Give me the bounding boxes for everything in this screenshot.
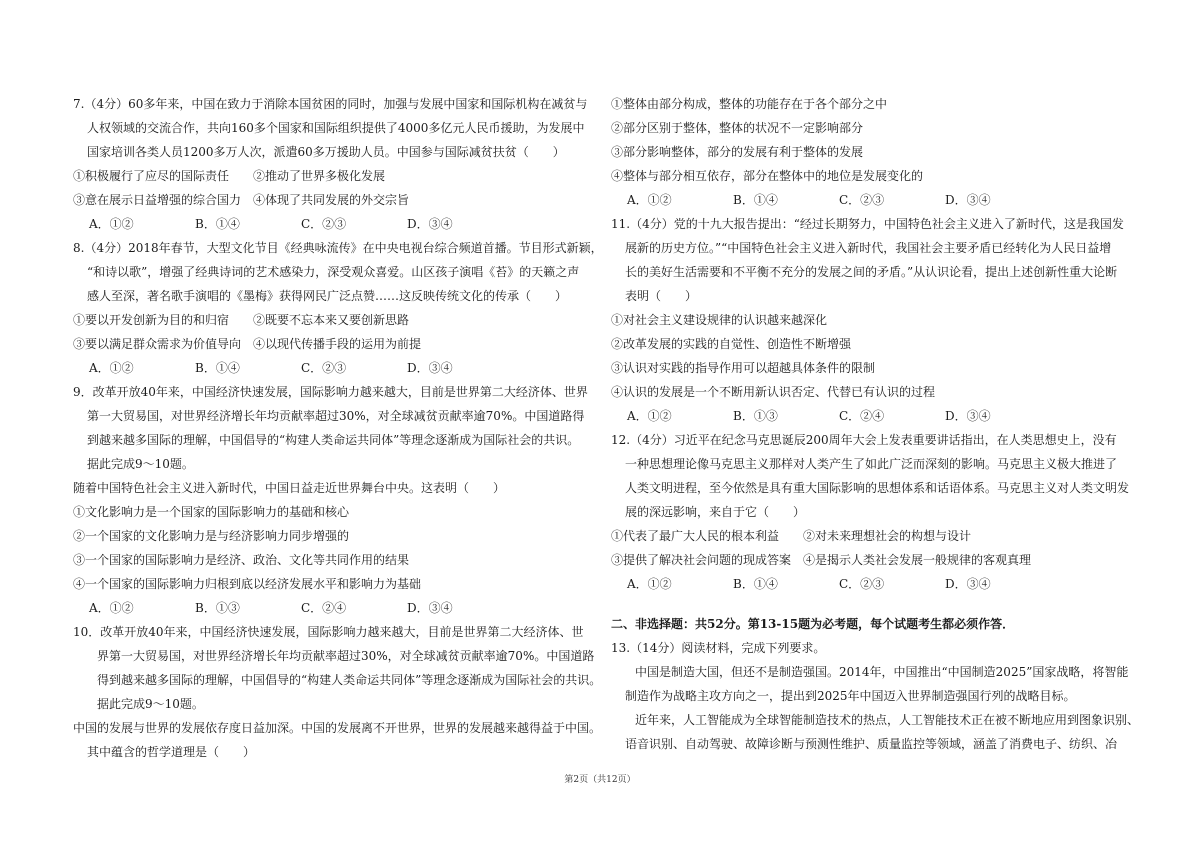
q13-paragraph: 近年来，人工智能成为全球智能制造技术的热点，人工智能技术正在被不断地应用到图象识别、	[635, 713, 1140, 727]
q10-statement: ①整体由部分构成，整体的功能存在于各个部分之中	[611, 97, 888, 111]
q10-line: 界第一大贸易国，对世界经济增长年均贡献率超过30%，对全球减贫贡献率逾70%。中国道路	[97, 649, 595, 663]
q8-options	[73, 356, 606, 380]
q12-line: 展的深远影响，来自于它（ ）	[625, 505, 806, 519]
option-a: A．①②	[627, 193, 672, 207]
q12-statement: ①代表了最广大人民的根本利益 ②对未来理想社会的构想与设计	[611, 529, 972, 543]
q10-options	[611, 188, 1131, 212]
q9-line: 到越来越多国际的理解，中国倡导的“构建人类命运共同体”等理念逐渐成为国际社会的共识。	[87, 433, 580, 447]
option-d: D．③④	[945, 409, 991, 423]
option-d: D．③④	[945, 577, 991, 591]
option-a: A．①②	[627, 577, 672, 591]
q13-paragraph: 语音识别、自动驾驶、故障诊断与预测性维护、质量监控等领域，涵盖了消费电子、纺织、冶	[625, 737, 1118, 751]
q11-statement: ②改革发展的实践的自觉性、创造性不断增强	[611, 337, 852, 351]
option-a: A．①②	[627, 409, 672, 423]
option-d: D．③④	[945, 193, 991, 207]
q10-stem: 中国的发展与世界的发展依存度日益加深。中国的发展离不开世界，世界的发展越来越得益于中国。	[73, 721, 602, 735]
q11-line: 表明（ ）	[625, 289, 698, 303]
q11-statement: ③认识对实践的指导作用可以超越具体条件的限制	[611, 361, 876, 375]
q13-paragraph: 中国是制造大国，但还不是制造强国。2014年，中国推出“中国制造2025”国家战略，将智能	[635, 665, 1129, 679]
option-d: D．③④	[407, 601, 453, 615]
option-d: D．③④	[407, 361, 453, 375]
q10-statement: ②部分区别于整体，整体的状况不一定影响部分	[611, 121, 864, 135]
section-gap	[611, 596, 1131, 612]
option-b: B．①③	[733, 409, 778, 423]
page-footer: 第2页（共12页）	[564, 775, 636, 785]
q10-line: 10．改革开放40年来，中国经济快速发展，国际影响力越来越大，目前是世界第二大经济体、世	[73, 625, 584, 639]
q13-paragraph: 制造作为战略主攻方向之一，提出到2025年中国迈入世界制造强国行列的战略目标。	[625, 689, 1076, 703]
q10-statement: ④整体与部分相互依存，部分在整体中的地位是发展变化的	[611, 169, 924, 183]
option-b: B．①④	[733, 577, 778, 591]
q9-statement: ④一个国家的国际影响力归根到底以经济发展水平和影响力为基础	[73, 577, 422, 591]
q9-statement: ②一个国家的文化影响力是与经济影响力同步增强的	[73, 529, 350, 543]
q7-line: 7.（4分）60多年来，中国在致力于消除本国贫困的同时，加强与发展中国家和国际机构在减贫与	[73, 97, 588, 111]
q10-statement: ③部分影响整体，部分的发展有利于整体的发展	[611, 145, 864, 159]
q10-stem: 其中蕴含的哲学道理是（ ）	[87, 745, 256, 759]
option-c: C．②④	[839, 409, 885, 423]
q9-statement: ③一个国家的国际影响力是经济、政治、文化等共同作用的结果	[73, 553, 410, 567]
option-b: B．①④	[195, 217, 240, 231]
q11-statement: ④认识的发展是一个不断用新认识否定、代替已有认识的过程	[611, 385, 936, 399]
option-a: A．①②	[89, 601, 134, 615]
q9-line: 第一大贸易国，对世界经济增长年均贡献率超过30%，对全球减贫贡献率逾70%。中国道路得	[87, 409, 585, 423]
q12-statement: ③提供了解决社会问题的现成答案 ④是揭示人类社会发展一般规律的客观真理	[611, 553, 1032, 567]
q7-line: 国家培训各类人员1200多万人次，派遣60多万援助人员。中国参与国际减贫扶贫（ ）	[87, 145, 565, 159]
q8-line: 8.（4分）2018年春节，大型文化节目《经典咏流传》在中央电视台综合频道首播。节目形式新颖，	[73, 241, 603, 255]
q12-options	[611, 572, 1131, 596]
q11-line: 11.（4分）党的十九大报告提出：“经过长期努力，中国特色社会主义进入了新时代，这是我国发	[611, 217, 1124, 231]
q8-line: 感人至深，著名歌手演唱的《墨梅》获得网民广泛点赞……这反映传统文化的传承（ ）	[87, 289, 568, 303]
option-c: C．②③	[839, 193, 885, 207]
q7-statement: ③意在展示日益增强的综合国力 ④体现了共同发展的外交宗旨	[73, 193, 410, 207]
q7-statement: ①积极履行了应尽的国际责任 ②推动了世界多极化发展	[73, 169, 386, 183]
q13-head: 13.（14分）阅读材料，完成下列要求。	[611, 641, 826, 655]
q7-line: 人权领域的交流合作，共向160多个国家和国际组织提供了4000多亿元人民币援助，为发展中	[87, 121, 585, 135]
option-d: D．③④	[407, 217, 453, 231]
option-b: B．①④	[195, 361, 240, 375]
option-b: B．①③	[195, 601, 240, 615]
option-c: C．②③	[301, 217, 347, 231]
q9-line: 9．改革开放40年来，中国经济快速发展，国际影响力越来越大，目前是世界第二大经济体、世界	[73, 385, 588, 399]
option-a: A．①②	[89, 217, 134, 231]
q9-stem: 随着中国特色社会主义进入新时代，中国日益走近世界舞台中央。这表明（ ）	[73, 481, 506, 495]
q11-line: 长的美好生活需要和不平衡不充分的发展之间的矛盾。”从认识论看，提出上述创新性重大论断	[625, 265, 1118, 279]
option-c: C．②③	[301, 361, 347, 375]
q9-options	[73, 596, 606, 620]
option-c: C．②③	[839, 577, 885, 591]
q7-options	[73, 212, 606, 236]
left-column	[73, 92, 606, 764]
q8-statement: ③要以满足群众需求为价值导向 ④以现代传播手段的运用为前提	[73, 337, 422, 351]
q8-statement: ①要以开发创新为目的和归宿 ②既要不忘本来又要创新思路	[73, 313, 410, 327]
q10-line: 据此完成9～10题。	[97, 697, 204, 711]
q11-options	[611, 404, 1131, 428]
q8-line: “和诗以歌”，增强了经典诗词的艺术感染力，深受观众喜爱。山区孩子演唱《苔》的天籁之声	[87, 265, 580, 279]
section-heading: 二、非选择题：共52分。第13-15题为必考题，每个试题考生都必须作答．	[611, 617, 1015, 631]
q9-statement: ①文化影响力是一个国家的国际影响力的基础和核心	[73, 505, 350, 519]
q12-line: 一种思想理论像马克思主义那样对人类产生了如此广泛而深刻的影响。马克思主义极大推进了	[625, 457, 1118, 471]
option-c: C．②④	[301, 601, 347, 615]
right-column	[611, 92, 1140, 756]
q12-line: 12.（4分）习近平在纪念马克思诞辰200周年大会上发表重要讲话指出，在人类思想史上，没有	[611, 433, 1117, 447]
q11-statement: ①对社会主义建设规律的认识越来越深化	[611, 313, 828, 327]
q11-line: 展新的历史方位。”“中国特色社会主义进入新时代，我国社会主要矛盾已经转化为人民日益增	[625, 241, 1112, 255]
q12-line: 人类文明进程，至今依然是具有重大国际影响的思想体系和话语体系。马克思主义对人类文明发	[625, 481, 1130, 495]
option-a: A．①②	[89, 361, 134, 375]
option-b: B．①④	[733, 193, 778, 207]
q9-line: 据此完成9～10题。	[87, 457, 194, 471]
q10-line: 得到越来越多国际的理解，中国倡导的“构建人类命运共同体”等理念逐渐成为国际社会的共识。	[97, 673, 602, 687]
